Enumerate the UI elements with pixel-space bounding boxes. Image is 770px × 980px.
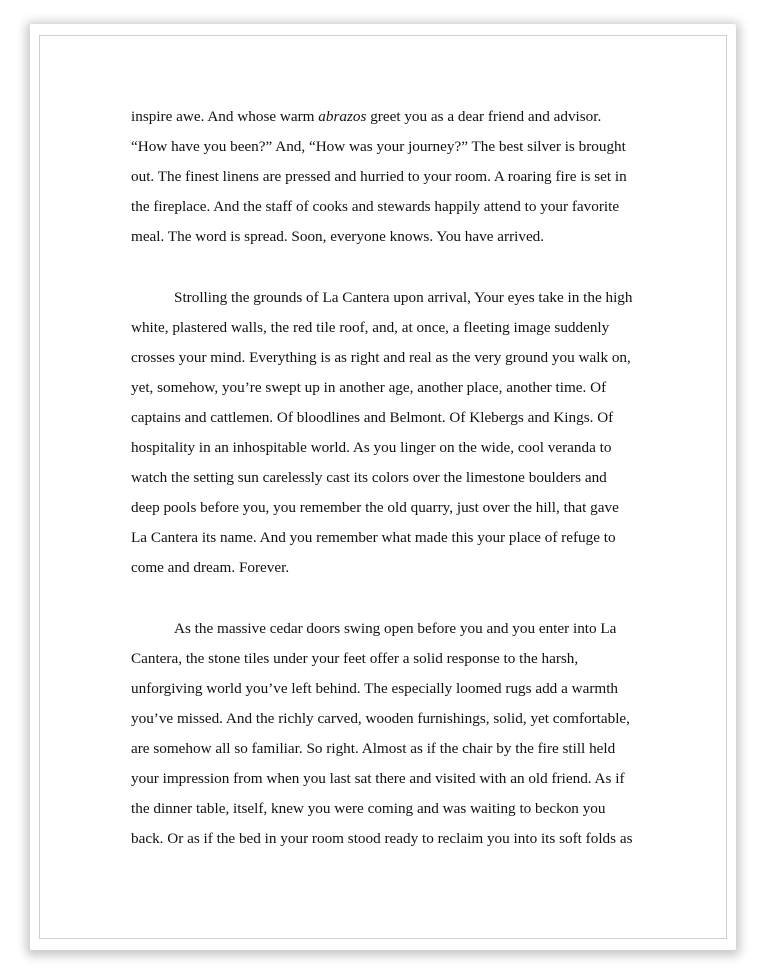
text-line — [131, 614, 651, 644]
text-segment: the fireplace. And the staff of cooks and stewards happily attend to your favorite — [131, 198, 620, 216]
text-line — [131, 283, 651, 313]
text-segment: “How have you been?” And, “How was your journey?” The best silver is brought — [131, 138, 626, 156]
paragraph — [131, 283, 651, 584]
text-segment: come and dream. Forever. — [131, 559, 290, 577]
text-segment: white, plastered walls, the red tile roof, and, at once, a fleeting image suddenly — [131, 318, 610, 336]
text-segment: are somehow all so familiar. So right. Almost as if the chair by the fire still held — [131, 739, 616, 757]
text-segment: crosses your mind. Everything is as right and real as the very ground you walk on, — [131, 348, 631, 366]
text-line — [131, 794, 651, 824]
paragraph — [131, 614, 651, 855]
text-line — [131, 463, 651, 493]
text-segment: meal. The word is spread. Soon, everyone knows. You have arrived. — [131, 228, 545, 246]
text-line — [131, 433, 651, 463]
text-segment: yet, somehow, you’re swept up in another age, another place, another time. Of — [131, 378, 607, 396]
text-segment: unforgiving world you’ve left behind. The especially loomed rugs add a warmth — [131, 679, 619, 697]
text-segment: captains and cattlemen. Of bloodlines and Belmont. Of Klebergs and Kings. Of — [131, 408, 614, 426]
text-segment: La Cantera its name. And you remember what made this your place of refuge to — [131, 529, 616, 547]
text-line — [131, 734, 651, 764]
text-line — [131, 222, 651, 252]
text-segment: watch the setting sun carelessly cast its colors over the limestone boulders and — [131, 469, 607, 487]
text-segment: back. Or as if the bed in your room stood ready to reclaim you into its soft folds as — [131, 830, 633, 848]
text-segment: As the massive cedar doors swing open before you and you enter into La — [174, 619, 617, 637]
text-segment: hospitality in an inhospitable world. As you linger on the wide, cool veranda to — [131, 439, 612, 457]
text-line — [131, 764, 651, 794]
text-segment: out. The finest linens are pressed and hurried to your room. A roaring fire is set in — [131, 168, 627, 186]
text-line — [131, 824, 651, 854]
text-line — [131, 373, 651, 403]
text-segment: greet you as a dear friend and advisor. — [366, 108, 602, 125]
italic-word: abrazos — [318, 108, 367, 125]
text-line — [131, 343, 651, 373]
text-segment: your impression from when you last sat there and visited with an old friend. As if — [131, 770, 625, 788]
text-line — [131, 102, 651, 132]
text-line — [131, 313, 651, 343]
text-line — [131, 674, 651, 704]
document-body — [131, 102, 651, 884]
text-line — [131, 553, 651, 583]
text-line — [131, 523, 651, 553]
text-line — [131, 132, 651, 162]
text-line — [131, 162, 651, 192]
text-segment: inspire awe. And whose warm — [131, 108, 319, 125]
text-segment: Strolling the grounds of La Cantera upon arrival, Your eyes take in the high — [174, 288, 633, 306]
paragraph — [131, 102, 651, 252]
text-line — [131, 644, 651, 674]
text-segment: Cantera, the stone tiles under your feet offer a solid response to the harsh, — [131, 649, 579, 667]
text-segment: the dinner table, itself, knew you were coming and was waiting to beckon you — [131, 800, 606, 818]
text-line — [131, 704, 651, 734]
text-segment: you’ve missed. And the richly carved, wooden furnishings, solid, yet comfortable, — [131, 709, 630, 727]
text-line — [131, 493, 651, 523]
text-segment: deep pools before you, you remember the old quarry, just over the hill, that gave — [131, 499, 619, 517]
text-line — [131, 192, 651, 222]
text-line — [131, 403, 651, 433]
